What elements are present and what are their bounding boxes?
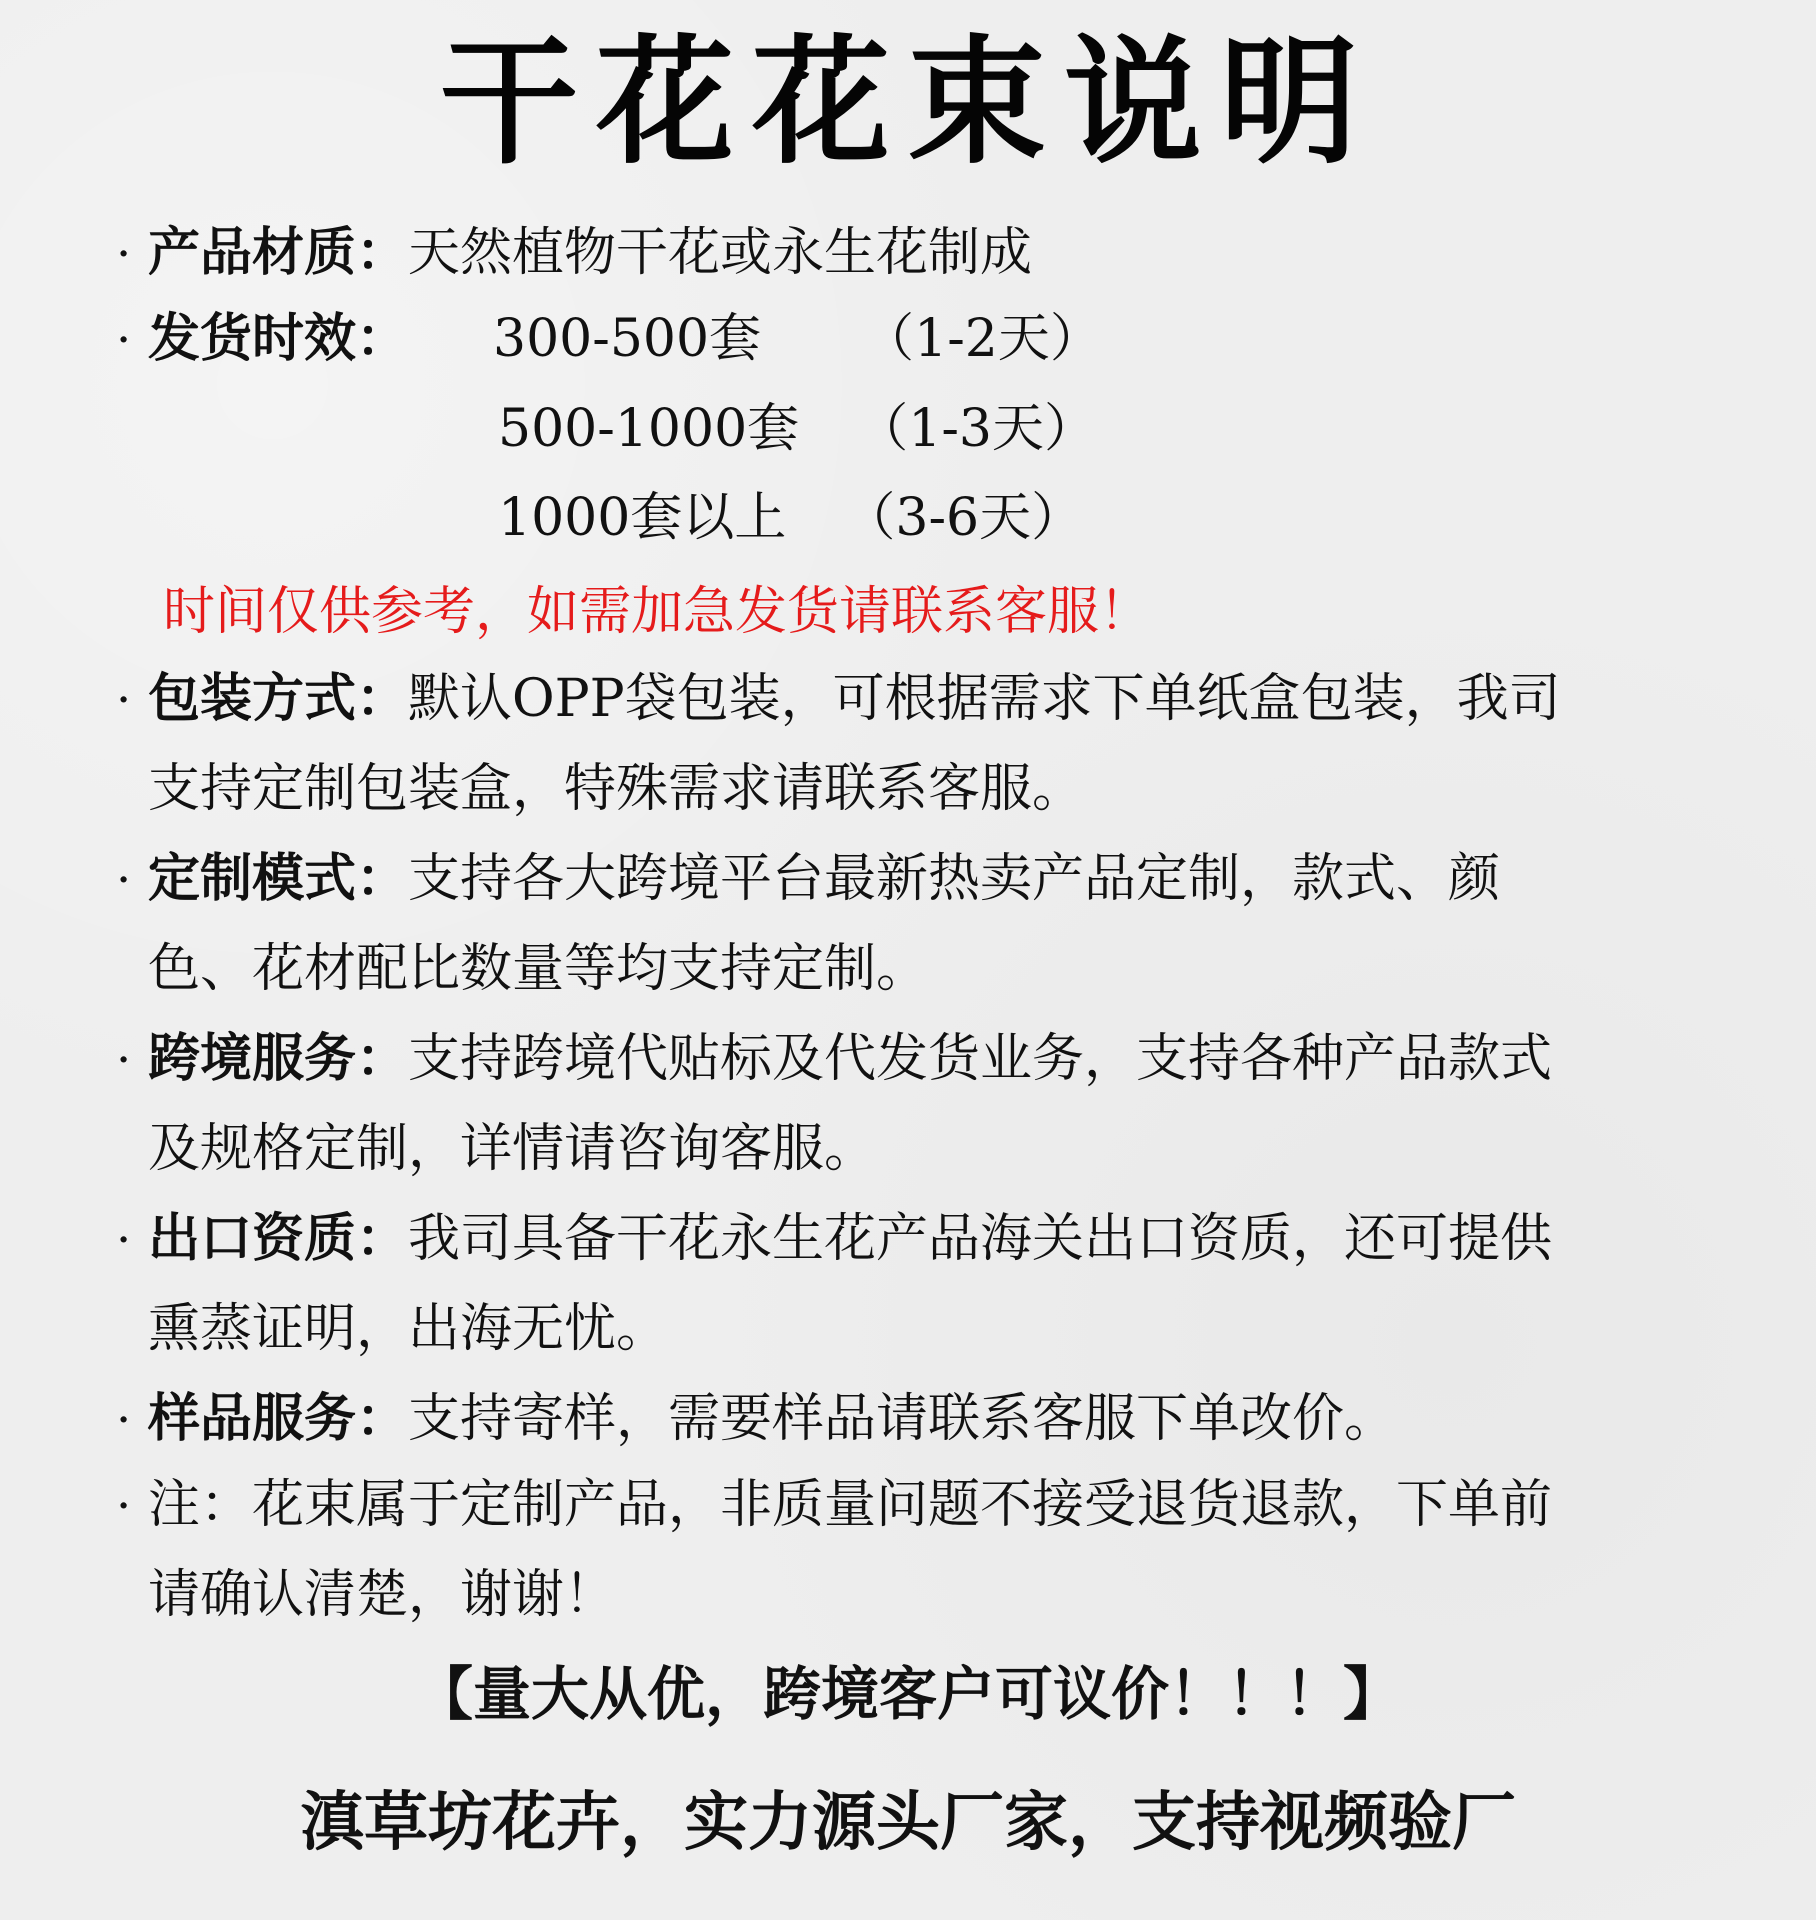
crossborder-text-2: 及规格定制，详情请咨询客服。	[148, 1119, 877, 1179]
bullet-export: ·	[116, 1212, 132, 1268]
company-slogan: 滇草坊花卉，实力源头厂家，支持视频验厂	[300, 1786, 1516, 1860]
shipping-qty-1: 300-500套	[493, 309, 762, 369]
material-line	[148, 222, 1032, 284]
export-line-1	[148, 1208, 1552, 1270]
crossborder-line-1	[148, 1028, 1552, 1090]
shipping-qty-3: 1000套以上	[498, 488, 787, 548]
shipping-time-3: （3-6天）	[843, 488, 1084, 548]
promo-line: 【量大从优，跨境客户可议价！！！】	[414, 1660, 1401, 1728]
export-label: 出口资质：	[148, 1209, 409, 1269]
shipping-qty-2: 500-1000套	[498, 399, 800, 459]
export-text-1: 我司具备干花永生花产品海关出口资质，还可提供	[408, 1209, 1553, 1269]
shipping-label: 发货时效：	[148, 309, 409, 369]
shipping-time-1: （1-2天）	[862, 309, 1102, 369]
bullet-material: ·	[116, 226, 132, 282]
packaging-text-1: 默认OPP袋包装，可根据需求下单纸盒包装，我司	[408, 669, 1561, 729]
customization-text-2: 色、花材配比数量等均支持定制。	[148, 939, 929, 999]
bullet-packaging: ·	[116, 672, 132, 728]
customization-text-1: 支持各大跨境平台最新热卖产品定制，款式、颜	[408, 849, 1501, 909]
crossborder-text-1: 支持跨境代贴标及代发货业务，支持各种产品款式	[408, 1029, 1553, 1089]
sample-label: 样品服务：	[148, 1389, 409, 1449]
bullet-shipping: ·	[116, 312, 132, 368]
bullet-customization: ·	[116, 852, 132, 908]
note-line-2: 请确认清楚，谢谢！	[148, 1565, 617, 1625]
packaging-label: 包装方式：	[148, 669, 409, 729]
packaging-text-2: 支持定制包装盒，特殊需求请联系客服。	[148, 759, 1085, 819]
shipping-time-2: （1-3天）	[856, 399, 1096, 459]
shipping-row-2	[498, 398, 1096, 460]
export-text-2: 熏蒸证明，出海无忧。	[148, 1299, 669, 1359]
bullet-note: ·	[116, 1478, 132, 1534]
shipping-row-1	[493, 308, 1102, 370]
crossborder-label: 跨境服务：	[148, 1029, 409, 1089]
shipping-row-3	[498, 487, 1083, 549]
customization-label: 定制模式：	[148, 849, 409, 909]
material-label: 产品材质：	[148, 223, 409, 283]
sample-line	[148, 1388, 1396, 1450]
shipping-note: 时间仅供参考，如需加急发货请联系客服！	[163, 582, 1152, 642]
bullet-crossborder: ·	[116, 1032, 132, 1088]
note-line-1: 注：花束属于定制产品，非质量问题不接受退货退款，下单前	[148, 1475, 1553, 1535]
bullet-sample: ·	[116, 1392, 132, 1448]
sample-text: 支持寄样，需要样品请联系客服下单改价。	[408, 1389, 1397, 1449]
material-text: 天然植物干花或永生花制成	[408, 223, 1033, 283]
packaging-line-1	[148, 668, 1561, 730]
customization-line-1	[148, 848, 1500, 910]
page-title: 干花花束说明	[439, 22, 1376, 183]
